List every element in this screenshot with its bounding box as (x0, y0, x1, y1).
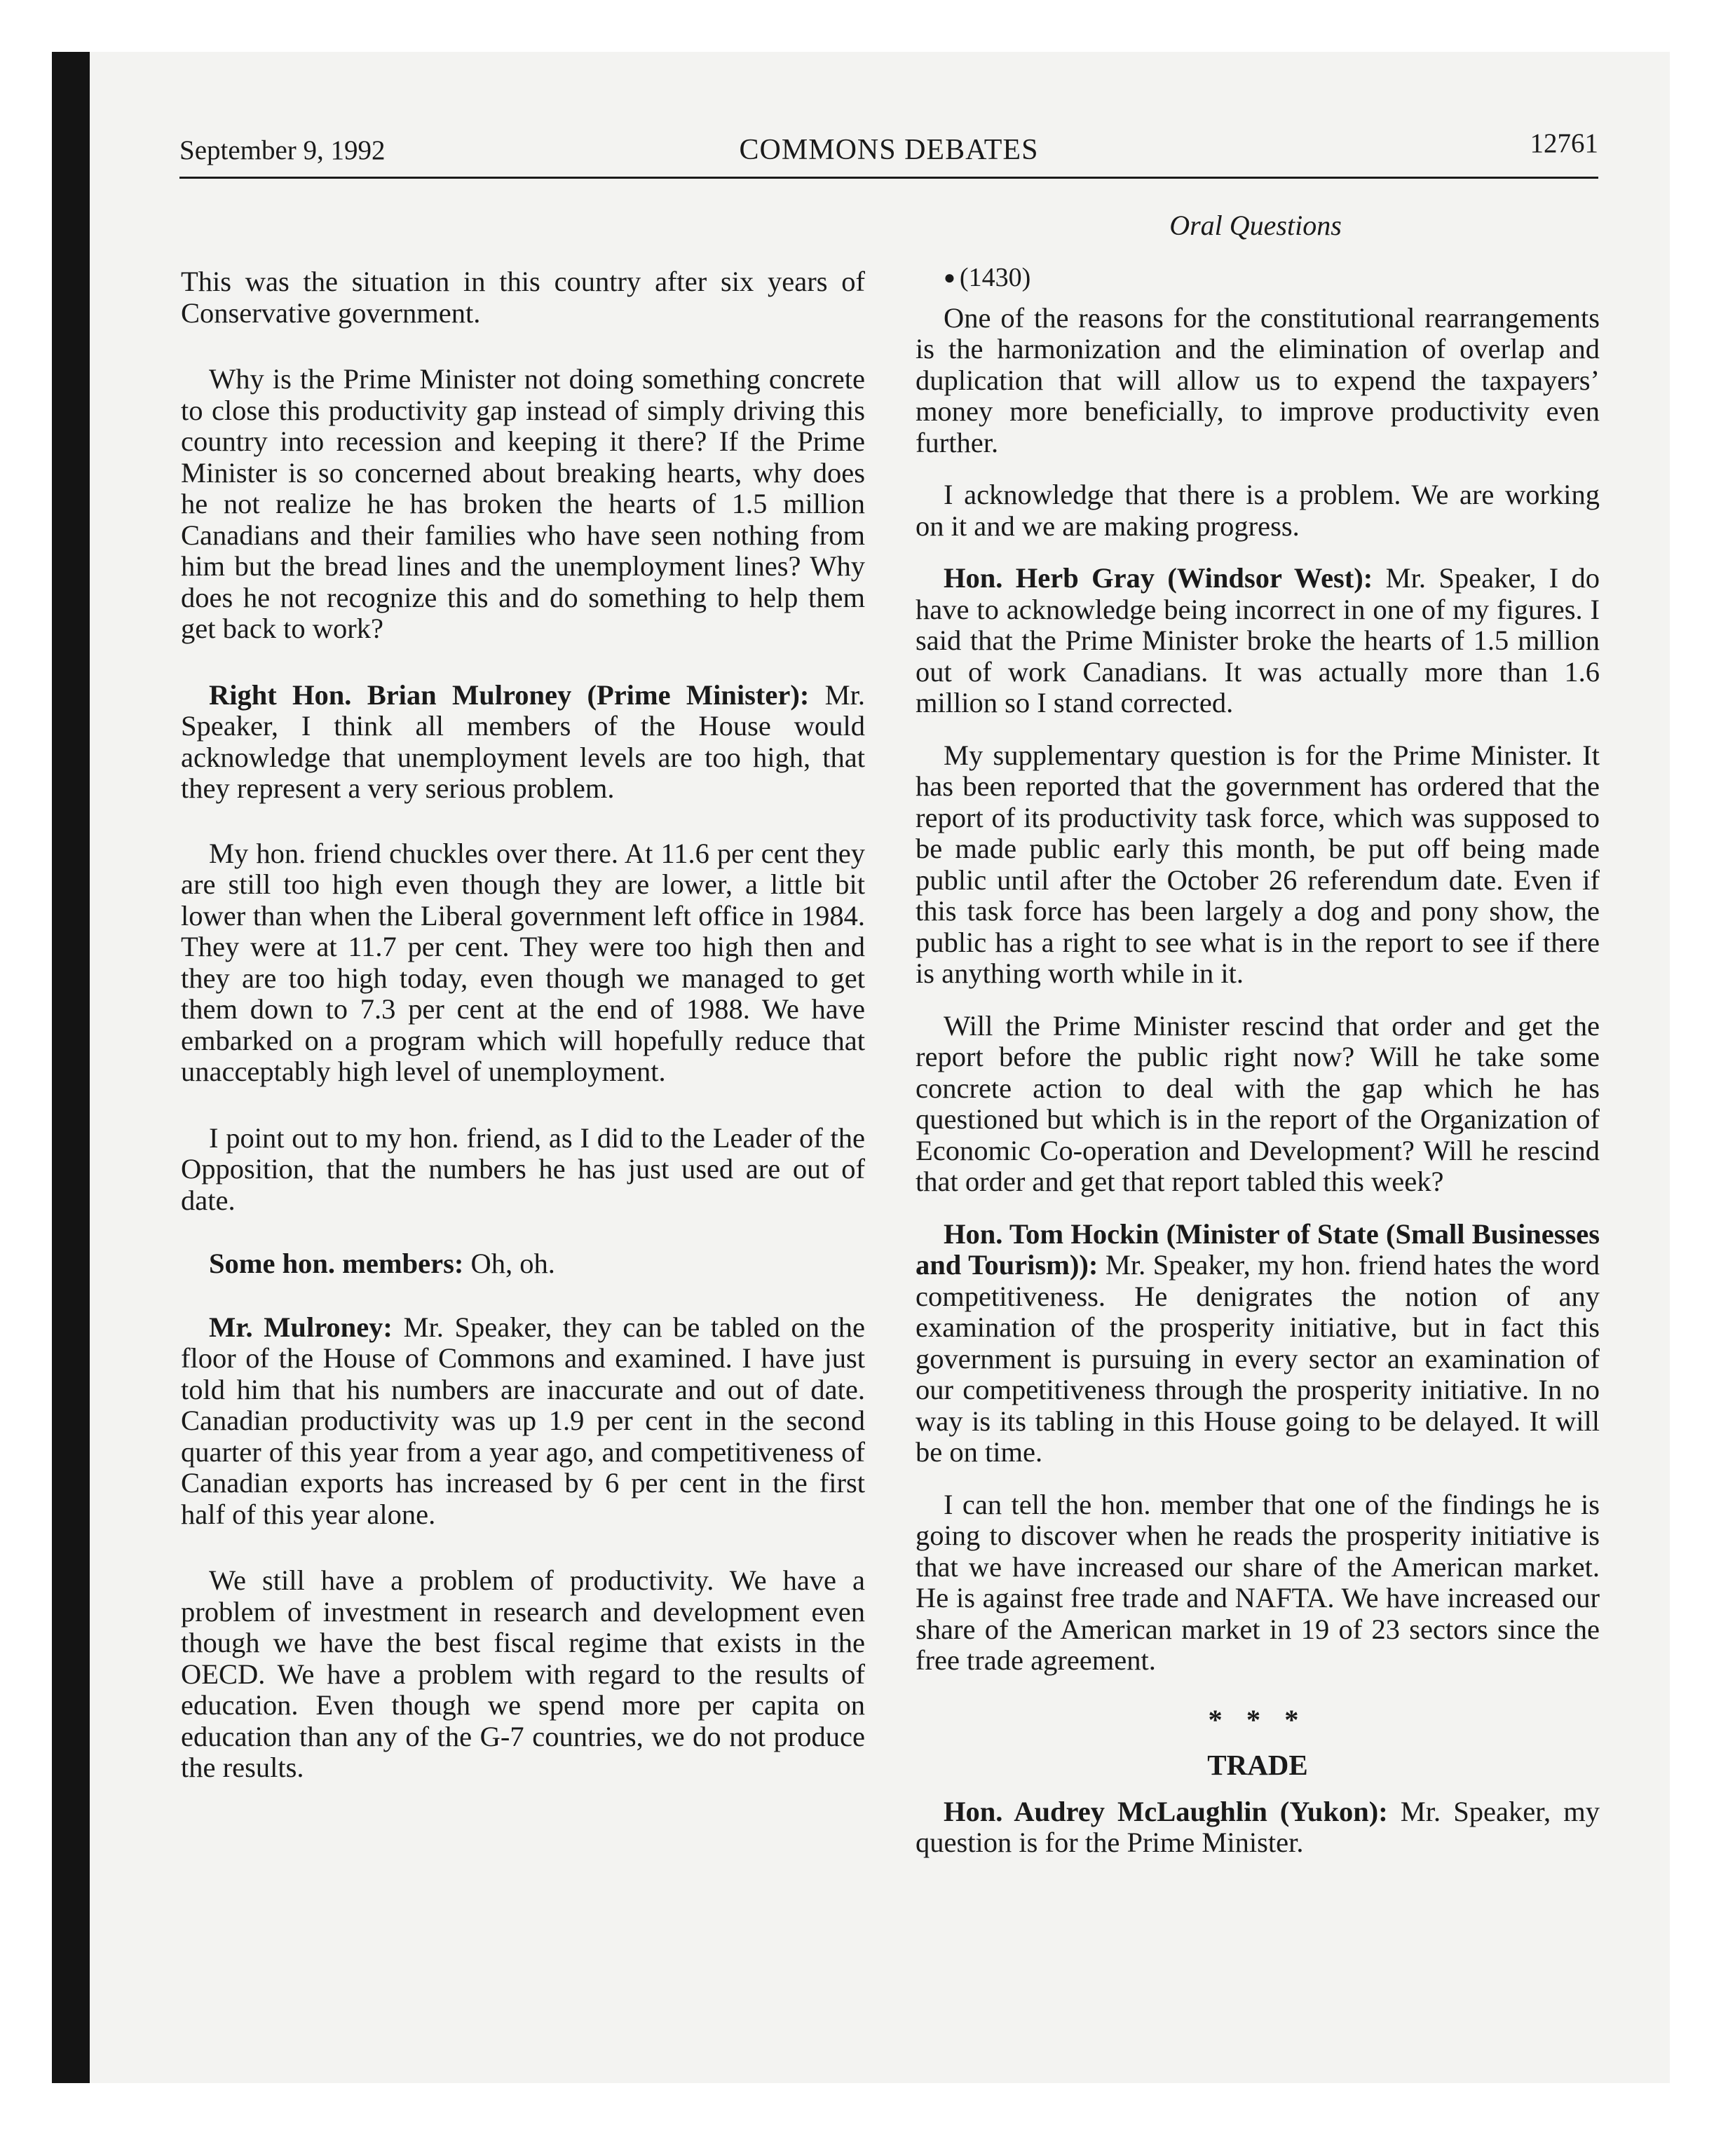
header-title: COMMONS DEBATES (739, 134, 1039, 166)
paragraph (181, 266, 865, 329)
header-date: September 9, 1992 (179, 135, 386, 165)
paragraph-text: I point out to my hon. friend, as I did to the Leader of the Opposition, that the numbers he has just used are out of date. (181, 1121, 865, 1216)
paragraph-text: I can tell the hon. member that one of the findings he is going to discover when he reads the prosperity initiative is that we have increased our share of the American market. He is against free trade and NAFTA. We have increased our share of the American market in 19 of 23 sectors since the free trade agreement. (916, 1488, 1600, 1676)
paragraph-text: Mr. Speaker, my question is for the Prime Minister. (916, 1795, 1600, 1858)
paragraph-text: Mr. Speaker, I do have to acknowledge being incorrect in one of my figures. I said that the Prime Minister broke the hearts of 1.5 million out of work Canadians. It was actually more than 1.6 million so I stand corrected. (916, 562, 1600, 718)
speaker-name: Right Hon. Brian Mulroney (Prime Minister): (209, 678, 810, 711)
bullet-icon: ● (944, 267, 955, 289)
paragraph (181, 364, 865, 645)
paragraph-text: Mr. Speaker, they can be tabled on the floor of the House of Commons and examined. I have just told him that his numbers are inaccurate and out of date. Canadian productivity was up 1.9 per cent in the second quarter of this year from a year ago, and competitiveness of Canadian exports has increased by 6 per cent in the first half of this year alone. (181, 1311, 866, 1530)
paragraph (181, 838, 865, 1088)
right-column (916, 262, 1600, 1859)
paragraph (916, 303, 1600, 459)
section-heading: TRADE (1207, 1749, 1308, 1781)
paragraph-text: Mr. Speaker, my hon. friend hates the word competitiveness. He denigrates the notion of any examination of the prosperity initiative, but in fact this government is pursuing in every sector an examination of our competitiveness through the prosperity initiative. In no way is its tabling in this House going to be delayed. It will be on time. (916, 1249, 1600, 1468)
speaker-name: Hon. Herb Gray (Windsor West): (944, 562, 1373, 594)
left-column (181, 266, 865, 1784)
paragraph (916, 1219, 1600, 1468)
paragraph-text: Mr. Speaker, I think all members of the House would acknowledge that unemployment levels are too high, that they represent a very serious problem. (181, 678, 865, 804)
speaker-name: Hon. Tom Hockin (Minister of State (Small Businesses and Tourism)): (916, 1217, 1600, 1281)
paragraph (181, 1565, 865, 1784)
page-number: 12761 (1530, 128, 1598, 158)
paragraph-text: I acknowledge that there is a problem. We are working on it and we are making progress. (916, 479, 1600, 542)
paragraph (916, 1796, 1600, 1859)
section-separator: * * * (1208, 1703, 1307, 1735)
paragraph (181, 680, 865, 805)
paragraph (916, 479, 1600, 542)
binding-edge (52, 52, 90, 2083)
paragraph (916, 1489, 1600, 1677)
speaker-name: Hon. Audrey McLaughlin (Yukon): (944, 1795, 1388, 1827)
paragraph-text: This was the situation in this country after six years of Conservative government. (181, 266, 865, 329)
paragraph (916, 740, 1600, 990)
paragraph-text: One of the reasons for the constitutional rearrangements is the harmonization and the elimination of overlap and duplication that will allow us to expend the taxpayers’ money more beneficially, to improve productivity even further. (916, 301, 1600, 458)
paragraph (181, 1248, 865, 1280)
paragraph-text: My supplementary question is for the Prime Minister. It has been reported that the government has ordered that the report of its productivity task force, which was supposed to be made public early this month, be put off being made public until after the October 26 referendum date. Even if this task force has been largely a dog and pony show, the public has a right to see what is in the report to see if there is anything worth while in it. (916, 739, 1600, 989)
time-marker (916, 262, 1600, 294)
paragraph (916, 1011, 1600, 1198)
header-rule (179, 177, 1598, 179)
paragraph (181, 1312, 865, 1531)
paragraph-text: Oh, oh. (463, 1248, 555, 1279)
paragraph-text: Why is the Prime Minister not doing something concrete to close this productivity gap instead of simply driving this country into recession and keeping it there? If the Prime Minister is so concerned about breaking hearts, why does he not realize he has broken the hearts of 1.5 million Canadians and their families who have seen nothing from him but the bread lines and the unemployment lines? Why does he not recognize this and do something to help them get back to work? (181, 363, 865, 644)
paragraph (181, 1123, 865, 1217)
paragraph-text: My hon. friend chuckles over there. At 11.6 per cent they are still too high even though they are lower, a little bit lower than when the Liberal government left office in 1984. They were at 11.7 per cent. They were too high then and they are too high today, even though we managed to get them down to 7.3 per cent at the end of 1988. We have embarked on a program which will hopefully reduce that unacceptably high level of unemployment. (181, 837, 865, 1087)
speaker-name: Some hon. members: (209, 1248, 464, 1279)
paragraph-text: Will the Prime Minister rescind that order and get the report before the public right now? Will he take some concrete action to deal with the gap which he has questioned but which is in the report of the Organization of Economic Co-operation and Development? Will he rescind that order and get that report tabled this week? (916, 1009, 1600, 1197)
paragraph-text: We still have a problem of productivity. We have a problem of investment in research and development even though we have the best fiscal regime that exists in the OECD. We have a problem with regard to the results of education. Even though we spend more per capita on education than any of the G-7 countries, we do not produce the results. (181, 1564, 865, 1783)
section-label: Oral Questions (1169, 210, 1342, 241)
speaker-name: Mr. Mulroney: (209, 1311, 393, 1343)
paragraph (916, 563, 1600, 719)
page-header (179, 128, 1598, 177)
time-marker-text: (1430) (959, 263, 1031, 292)
